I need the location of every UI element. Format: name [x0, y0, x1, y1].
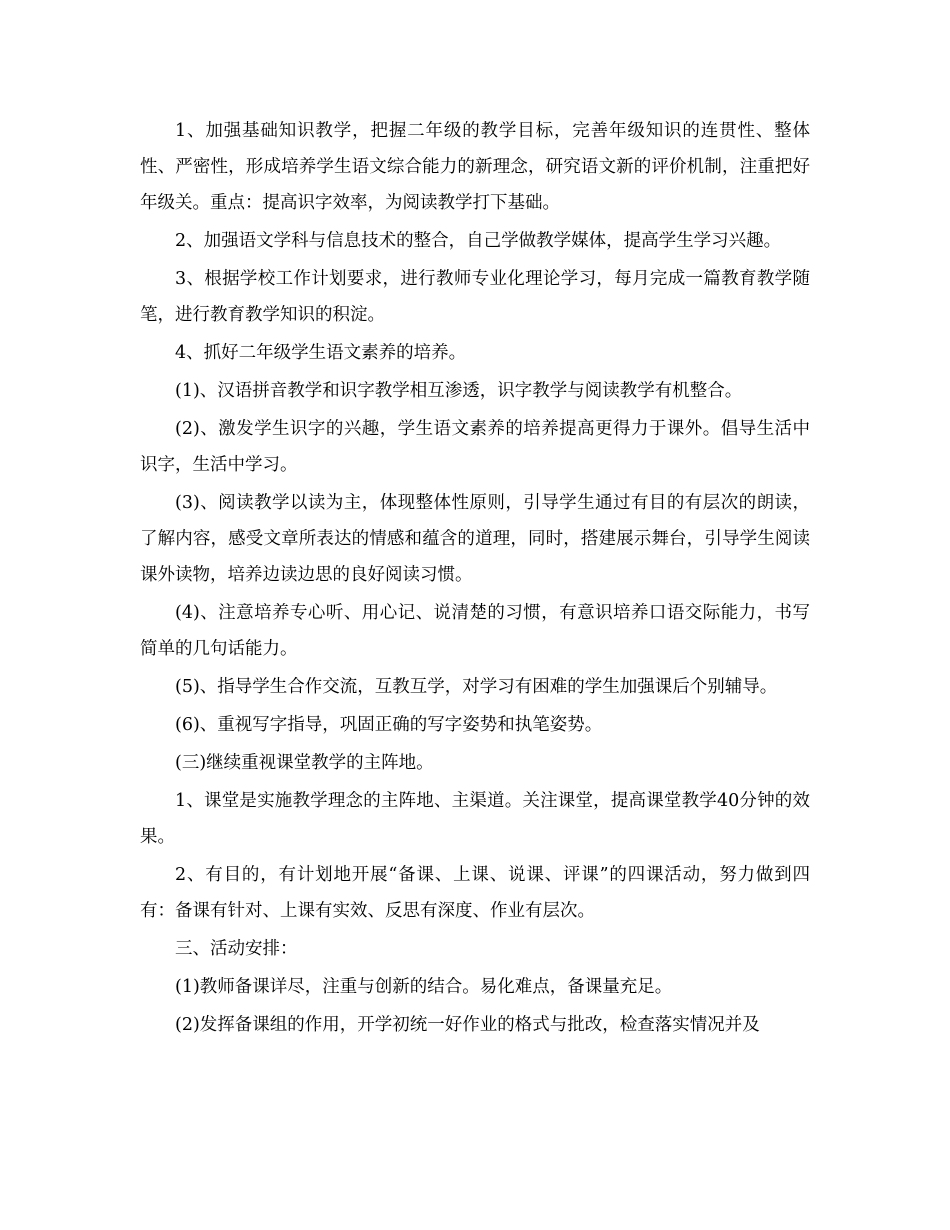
- section-heading: (三)继续重视课堂教学的主阵地。: [175, 753, 434, 773]
- paragraph: (2)、激发学生识字的兴趣，学生语文素养的培养提高更得力于课外。倡导生活中识字，生活中学习。: [140, 419, 810, 475]
- paragraph: (3)、阅读教学以读为主，体现整体性原则，引导学生通过有目的有层次的朗读，了解内容，感受文章所表达的情感和蕴含的道理，同时，搭建展示舞台，引导学生阅读课外读物，培养边读边思的良好阅读习惯。: [140, 493, 810, 585]
- paragraph: (1)、汉语拼音教学和识字教学相互渗透，识字教学与阅读教学有机整合。: [175, 381, 743, 401]
- paragraph: 2、加强语文学科与信息技术的整合，自己学做教学媒体，提高学生学习兴趣。: [175, 231, 782, 251]
- paragraph: (2)发挥备课组的作用，开学初统一好作业的格式与批改，检查落实情况并及: [175, 1015, 760, 1035]
- paragraph: 3、根据学校工作计划要求，进行教师专业化理论学习，每月完成一篇教育教学随笔，进行教育教学知识的积淀。: [140, 269, 810, 325]
- paragraph: (5)、指导学生合作交流，互教互学，对学习有困难的学生加强课后个别辅导。: [175, 677, 778, 697]
- section-heading: 三、活动安排：: [175, 939, 298, 959]
- paragraph: 1、加强基础知识教学，把握二年级的教学目标，完善年级知识的连贯性、整体性、严密性，形成培养学生语文综合能力的新理念，研究语文新的评价机制，注重把好年级关。重点：提高识字效率，为阅读教学打下基础。: [140, 121, 810, 213]
- paragraph: (4)、注意培养专心听、用心记、说清楚的习惯，有意识培养口语交际能力，书写简单的几句话能力。: [140, 603, 810, 659]
- document-body: [140, 113, 810, 1045]
- paragraph: (6)、重视写字指导，巩固正确的写字姿势和执笔姿势。: [175, 715, 603, 735]
- paragraph: (1)教师备课详尽，注重与创新的结合。易化难点，备课量充足。: [175, 977, 673, 997]
- paragraph: 2、有目的，有计划地开展“备课、上课、说课、评课”的四课活动，努力做到四有：备课有针对、上课有实效、反思有深度、作业有层次。: [140, 865, 810, 921]
- paragraph: 4、抓好二年级学生语文素养的培养。: [175, 343, 467, 363]
- paragraph: 1、课堂是实施教学理念的主阵地、主渠道。关注课堂，提高课堂教学40分钟的效果。: [140, 791, 810, 847]
